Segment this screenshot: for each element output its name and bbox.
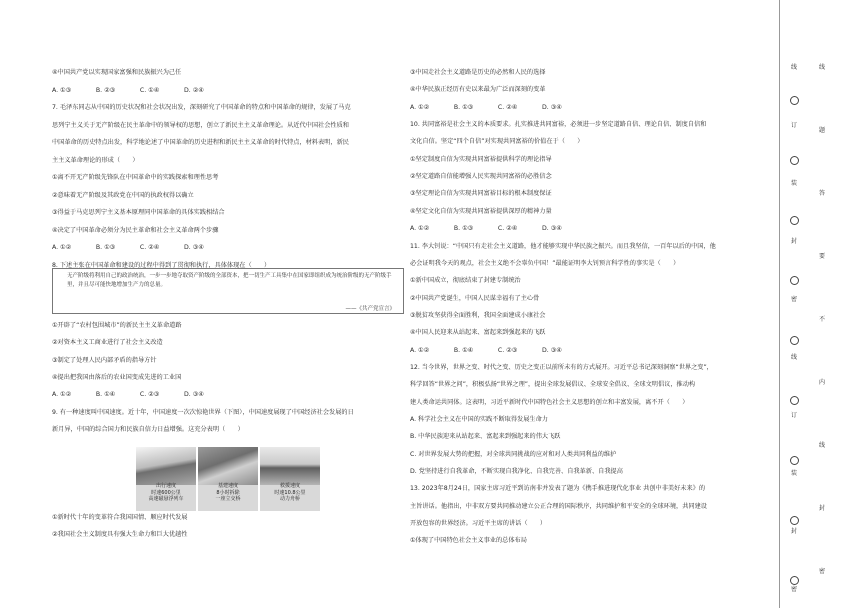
question-line: ③中国走社会主义道路是历史的必然和人民的选择 (410, 69, 546, 76)
question-line: ③得益于马克思列宁主义基本原理同中国革命的具体实践相结合 (52, 209, 225, 216)
question-line: 中国革命的历史特点出发，科学地论述了中国革命的历史进程和新民主主义革命的时代特点，材料表明，新民 (52, 139, 349, 146)
question-line: 10. 共同富裕是社会主义的本质要求。扎实推进共同富裕，必须进一步坚定道路自信、理论自信、制度自信和 (410, 121, 707, 129)
question-line: 文化自信。坚定“四个自信”对实现共同富裕的价值在于（ ） (410, 138, 584, 146)
question-line: ②我国社会主义制度具有强大生命力和巨大优越性 (52, 531, 188, 538)
binding-label: 题 (818, 127, 825, 134)
binding-dash-label: 封 (790, 528, 797, 535)
binding-dash-label: 订 (790, 122, 797, 129)
question-line: 8. 下述主张在中国革命和建设的过程中得到了贯彻和执行，具体体现在（ ） (52, 261, 271, 269)
question-line: ③坚定理论自信为实现共同富裕目标的根本制度保证 (410, 190, 552, 198)
binding-dash-label: 装 (790, 180, 797, 187)
binding-hole-icon (790, 96, 799, 105)
question-line: ②坚定道路自信能增强人民实现共同富裕的必胜信念 (410, 173, 552, 181)
binding-label: 密 (818, 568, 825, 575)
question-line: ①新中国成立，彻底结束了封建专制统治 (410, 277, 521, 285)
question-line: A. ①③ B. ②③ C. ①④ D. ②④ (52, 86, 204, 94)
question-line: ①开辟了“农村包围城市”的新民主主义革命道路 (52, 322, 182, 329)
binding-hole-icon (790, 336, 799, 345)
question-line: A. ①② B. ①③ C. ②④ D. ③④ (410, 103, 562, 111)
binding-label: 内 (818, 379, 825, 386)
question-line: ①体现了中国特色社会主义事业的总体布局 (410, 537, 527, 545)
question-line: ②意味着无产阶级及其政党在中国的执政权得以确立 (52, 191, 194, 199)
binding-line (779, 0, 780, 608)
binding-dash-label: 密 (790, 586, 797, 593)
image-caption: 救援速度 时速10.8公里 动力舟桥 (274, 483, 306, 502)
image-bridge-demolition (198, 447, 258, 511)
quote-source: ——《共产党宣言》 (345, 306, 395, 312)
question-line: ④中国人民迎来从站起来、富起来到强起来的飞跃 (410, 329, 546, 337)
binding-hole-icon (790, 276, 799, 285)
question-line: C. 对世界发展大势的把握，对全球共同挑战的应对和对人类共同利益的维护 (410, 450, 617, 458)
question-line: A. 科学社会主义在中国的实践不断取得发展生命力 (410, 416, 548, 423)
binding-label: 不 (818, 316, 825, 323)
question-line: ①离不开无产阶级先锋队在中国革命中的实践探索和理性思考 (52, 174, 219, 181)
question-line: 新月异，中国的综合国力和民族自信力日益增强。这充分表明（ ） (52, 425, 244, 433)
question-line: 7. 毛泽东同志从中国的历史状况和社会状况出发，深刻研究了中国革命的特点和中国革命的规律，发展了马克 (52, 104, 351, 111)
binding-label: 要 (818, 253, 825, 260)
binding-hole-icon (790, 396, 799, 405)
question-line: ①新时代十年的变革符合我国国情、顺应时代发展 (52, 514, 188, 521)
question-line: B. 中华民族迎来从站起来、富起来到强起来的伟大飞跃 (410, 433, 561, 441)
binding-dash-label: 封 (790, 238, 797, 245)
question-line: 主主义革命理论的形成（ ） (52, 156, 139, 164)
question-line: 9. 有一种速度叫中国速度。近十年，中国速度一次次惊艳世界（下图），中国速度展现了中国经济社会发展的日 (52, 408, 354, 416)
question-line: ④中华民族正经历有史以来最为广泛而深刻的变革 (410, 86, 546, 94)
question-line: ④提出把我国由落后的农业国变成先进的工业国 (52, 373, 182, 381)
binding-dash-label: 线 (790, 354, 797, 361)
question-line: 必会证明我今天的观点，社会主义绝不会辜负中国！”最能证明李大钊预言科学性的事实是（ ） (410, 259, 680, 267)
binding-dash-label: 装 (790, 470, 797, 477)
question-line: ③制定了处理人民内部矛盾的指导方针 (52, 356, 157, 364)
binding-hole-icon (790, 216, 799, 225)
question-line: 思列宁主义关于无产阶级在民主革命中的领导权的思想，创立了新民主主义革命理论。从近代中国社会性质和 (52, 121, 349, 129)
quote-text: 无产阶级将利用自己的政治统治，一步一步地夺取资产阶级的全部资本，把一切生产工具集中在国家即组织成为统治阶级的无产阶级手里，并且尽可能快地增加生产力的总量。 (67, 273, 392, 288)
binding-dash-label: 线 (790, 64, 797, 71)
question-line: D. 党坚持进行自我革命，不断实现自我净化、自我完善、自我革新、自我提高 (410, 468, 623, 476)
binding-label: 线 (818, 64, 825, 71)
binding-dash-label: 密 (790, 296, 797, 303)
question-line: ②对资本主义工商业进行了社会主义改造 (52, 339, 163, 347)
question-line: A. ①② B. ①④ C. ②③ D. ③④ (52, 391, 204, 399)
question-line: 开放包容的世界经济。习近平主席的讲话（ ） (410, 520, 547, 528)
image-caption: 出行速度 时速600公里 高速磁悬浮列车 (148, 483, 184, 502)
binding-hole-icon (790, 516, 799, 525)
question-line: ②中国共产党诞生，中国人民谋幸福有了主心骨 (410, 294, 540, 302)
question-line: 11. 李大钊说：“中国只有走社会主义道路，他才能够实现中华民族之振兴。而且我坚信，一百年以后的中国，他 (410, 242, 716, 250)
question-line: 12. 当今世界，世界之变、时代之变、历史之变正以前所未有的方式展开。习近平总书记深刻洞察“世界之变”， (410, 363, 713, 371)
binding-label: 封 (818, 505, 825, 512)
image-caption: 基建速度 8小时拆除 一座立交桥 (215, 483, 241, 502)
question-line: ①坚定制度自信为实现共同富裕提供科学的理论指导 (410, 155, 552, 163)
question-line: A. ①② B. ①④ C. ②③ D. ③④ (410, 346, 562, 354)
question-line: ③脱贫攻坚获得全面胜利，我国全面建成小康社会 (410, 311, 546, 319)
binding-hole-icon (790, 456, 799, 465)
binding-dash-label: 订 (790, 412, 797, 419)
quote-box (52, 268, 404, 314)
question-line: ④坚定文化自信为实现共同富裕提供深厚的精神力量 (410, 207, 552, 215)
question-line: ④中国共产党以实现国家富强和民族振兴为己任 (52, 69, 182, 76)
binding-label: 答 (818, 190, 825, 197)
question-line: 科学回答“世界之问”，积极弘扬“世界之理”，提出全球发展倡议、全球安全倡议、全球文明倡议，推动构 (410, 381, 696, 389)
question-line: A. ①② B. ①③ C. ②④ D. ③④ (410, 225, 562, 233)
image-pontoon-bridge (260, 447, 320, 511)
binding-label: 线 (818, 442, 825, 449)
question-line: A. ①② B. ①③ C. ②④ D. ③④ (52, 244, 204, 251)
question-line: 建人类命运共同体。这表明，习近平新时代中国特色社会主义思想的创立和丰富发展，离不开（ ） (410, 398, 689, 406)
question-line: 13. 2023年8月24日，国家主席习近平到访南非并发表了题为《携手推进现代化事业 共创中非美好未来》的 (410, 485, 706, 493)
question-line: 主旨讲话。他指出，中非双方要共同推动建立公正合理的国际秩序，共同维护和平安全的全球环境，共同建设 (410, 502, 707, 510)
image-maglev-train (136, 447, 196, 511)
question-line: ④决定了中国革命必须分为民主革命和社会主义革命两个步骤 (52, 226, 219, 234)
binding-hole-icon (790, 156, 799, 165)
